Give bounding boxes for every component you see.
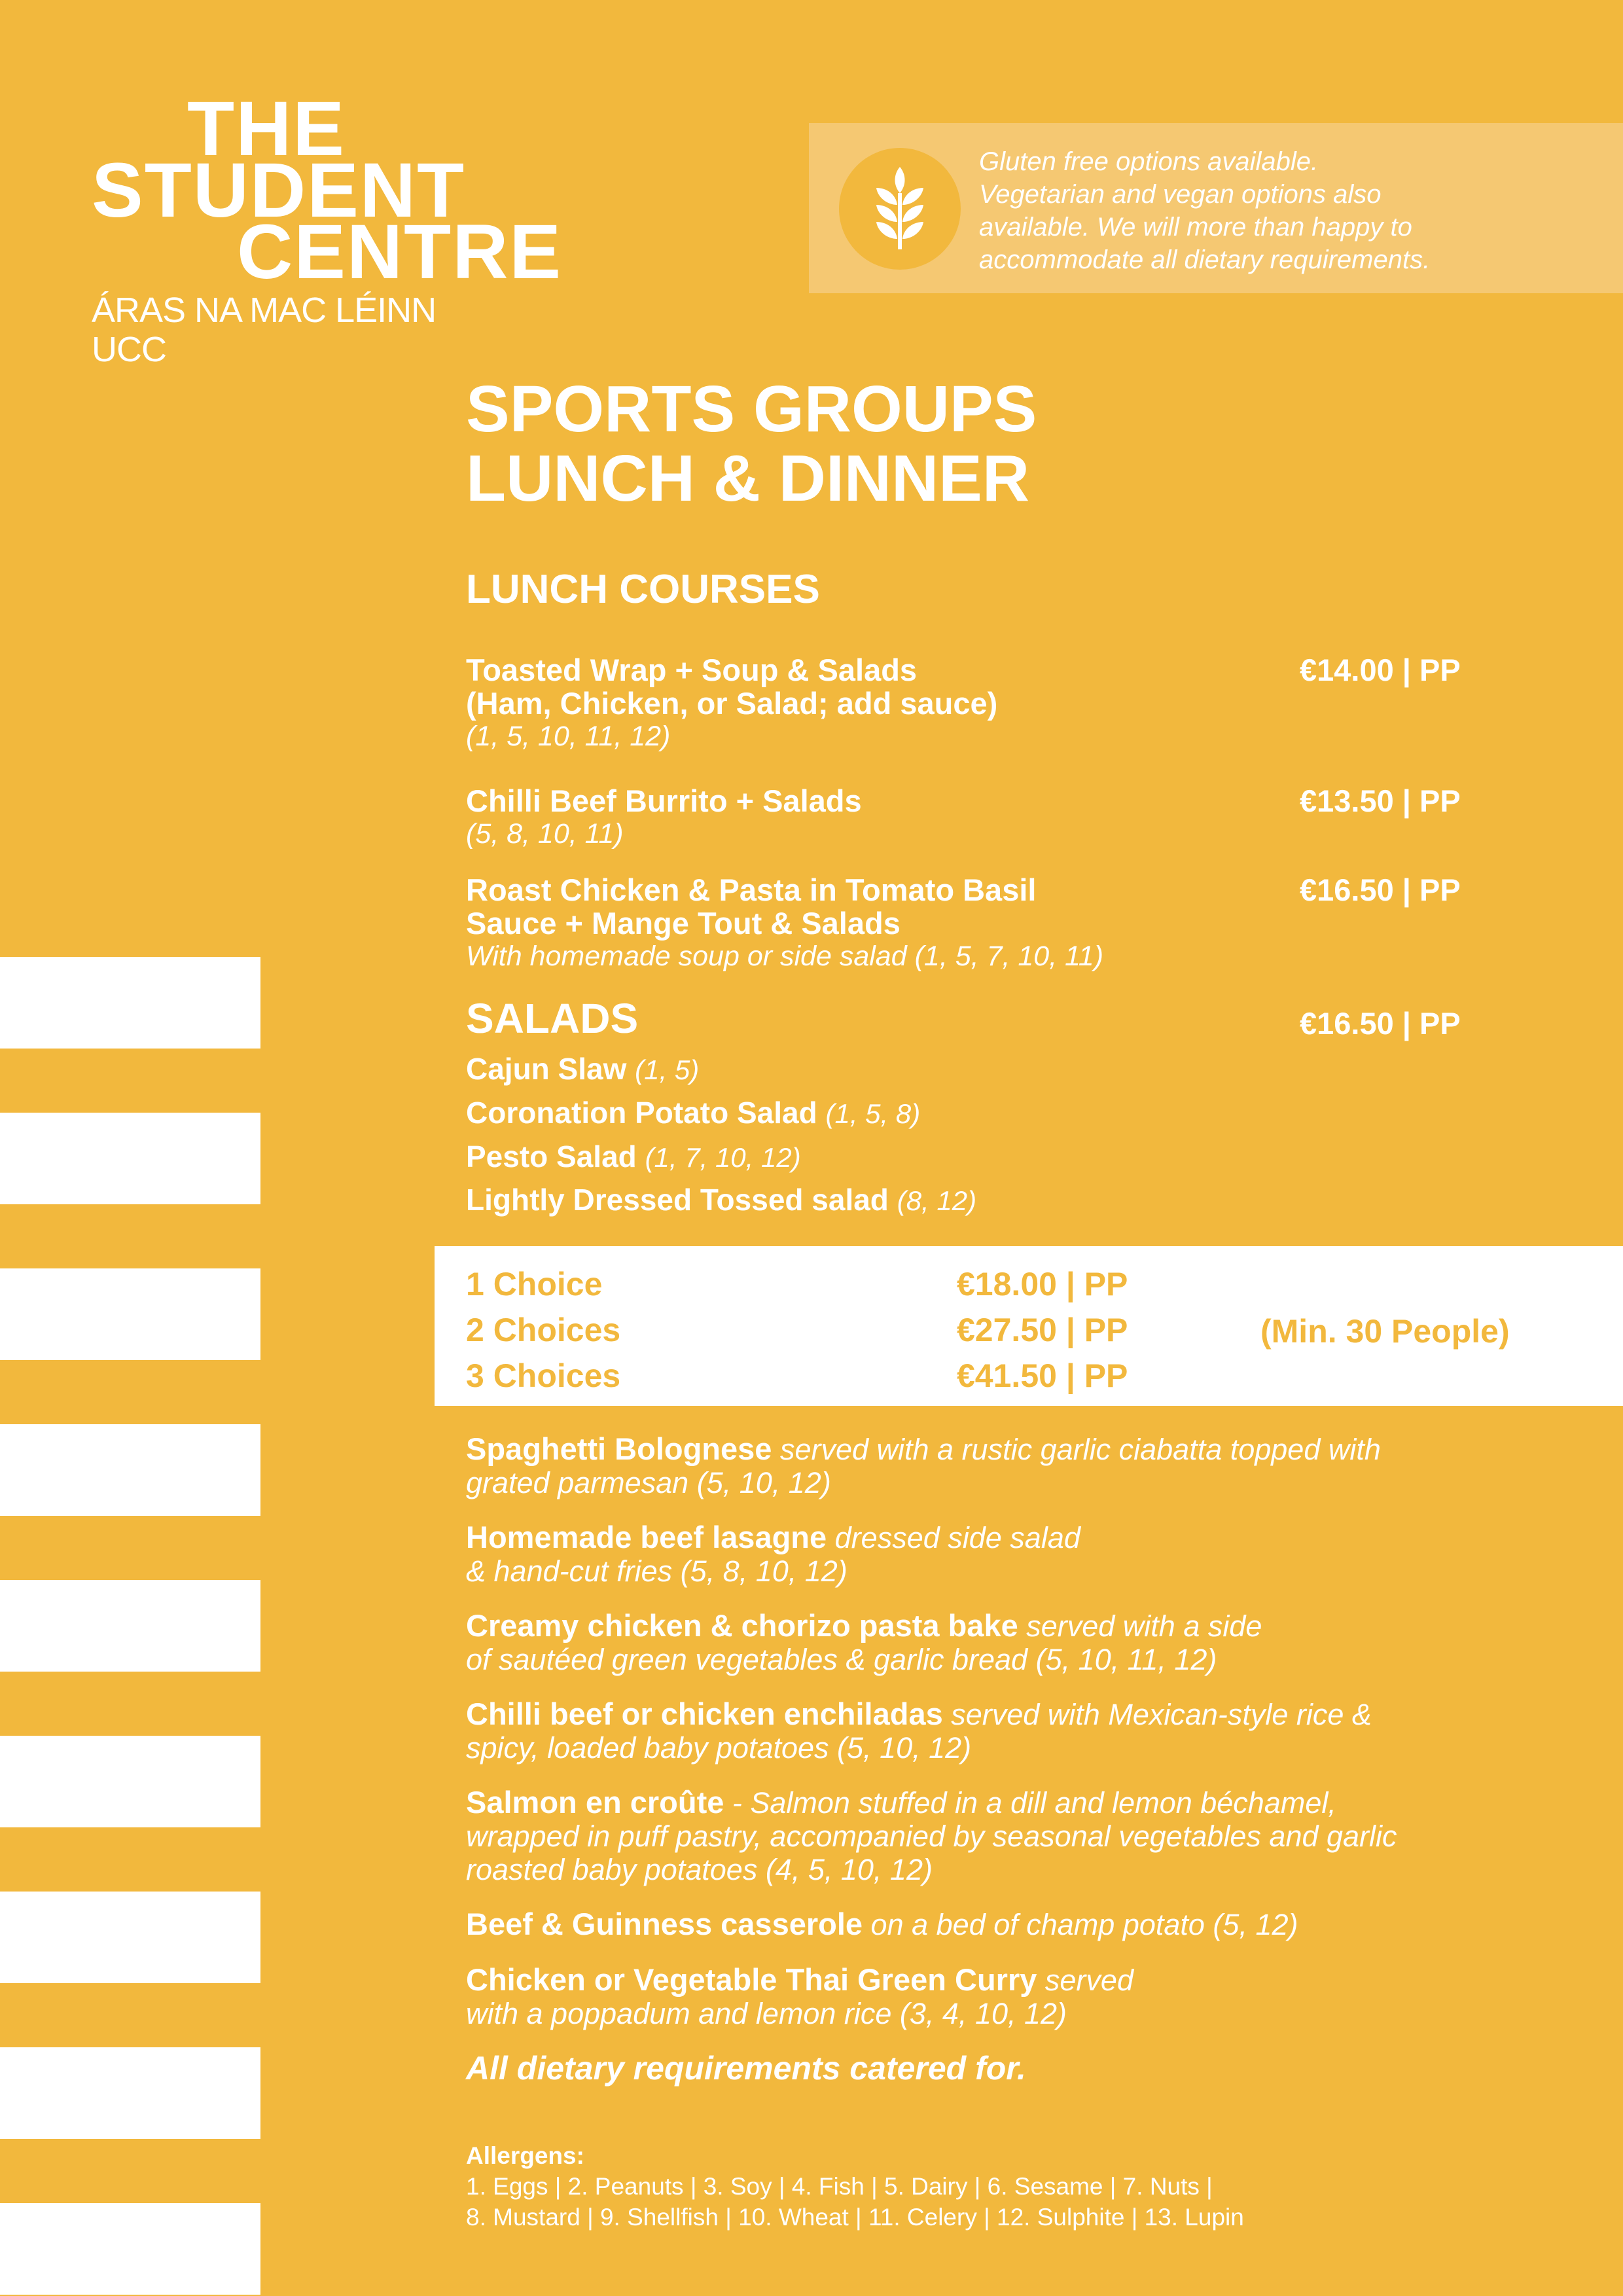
decorative-stripe bbox=[0, 1736, 260, 1827]
dish-description: served bbox=[1037, 1964, 1133, 1997]
salad-name: Cajun Slaw bbox=[466, 1052, 627, 1086]
dish-description: wrapped in puff pastry, accompanied by seasonal vegetables and garlic bbox=[466, 1820, 1397, 1853]
dish-description: of sautéed green vegetables & garlic bread (5, 10, 11, 12) bbox=[466, 1643, 1217, 1676]
logo-line-2: STUDENT bbox=[92, 147, 466, 234]
menu-item-name: Sauce + Mange Tout & Salads bbox=[466, 906, 901, 941]
dish-description: roasted baby potatoes (4, 5, 10, 12) bbox=[466, 1853, 933, 1886]
dish-description: grated parmesan (5, 10, 12) bbox=[466, 1466, 831, 1499]
decorative-stripe bbox=[0, 1580, 260, 1672]
minimum-people-note: (Min. 30 People) bbox=[1260, 1313, 1510, 1350]
decorative-stripe bbox=[0, 2203, 260, 2295]
logo-line-1: THE bbox=[187, 86, 346, 172]
wheat-icon bbox=[839, 148, 961, 270]
allergens-legend bbox=[466, 2140, 1513, 2233]
dish-name: Beef & Guinness casserole bbox=[466, 1907, 863, 1941]
dish-description: served with a side bbox=[1018, 1609, 1262, 1643]
salad-item bbox=[466, 1091, 920, 1136]
salad-name: Coronation Potato Salad bbox=[466, 1096, 817, 1130]
salads-heading: SALADS bbox=[466, 995, 639, 1042]
dish-item bbox=[466, 1963, 1526, 2030]
dish-name: Homemade beef lasagne bbox=[466, 1520, 827, 1554]
decorative-stripe bbox=[0, 2047, 260, 2139]
decorative-stripe bbox=[0, 1892, 260, 1983]
dietary-line-4: accommodate all dietary requirements. bbox=[979, 245, 1431, 274]
dish-name: Salmon en croûte bbox=[466, 1785, 724, 1820]
title-line-2: LUNCH & DINNER bbox=[466, 442, 1030, 515]
salad-name: Lightly Dressed Tossed salad bbox=[466, 1183, 889, 1217]
salad-name: Pesto Salad bbox=[466, 1139, 637, 1174]
dish-item bbox=[466, 1697, 1526, 1765]
dish-name: Chilli beef or chicken enchiladas bbox=[466, 1696, 943, 1731]
decorative-stripe bbox=[0, 1424, 260, 1516]
salad-allergens: (1, 7, 10, 12) bbox=[645, 1142, 801, 1173]
dish-name: Spaghetti Bolognese bbox=[466, 1431, 772, 1466]
lunch-courses-heading: LUNCH COURSES bbox=[466, 567, 820, 612]
decorative-stripe bbox=[0, 957, 260, 1049]
dish-item bbox=[466, 1432, 1526, 1499]
choice-label: 2 Choices bbox=[466, 1312, 621, 1348]
dish-description: spicy, loaded baby potatoes (5, 10, 12) bbox=[466, 1731, 972, 1765]
salad-allergens: (1, 5) bbox=[635, 1054, 700, 1085]
dish-description: on a bed of champ potato (5, 12) bbox=[863, 1908, 1298, 1941]
salad-allergens: (1, 5, 8) bbox=[825, 1098, 921, 1129]
menu-item-name: (Ham, Chicken, or Salad; add sauce) bbox=[466, 686, 998, 721]
choice-price: €18.00 | PP bbox=[957, 1266, 1128, 1302]
page-title bbox=[466, 374, 1037, 513]
choice-price: €27.50 | PP bbox=[957, 1312, 1128, 1348]
menu-item-price: €14.00 | PP bbox=[1300, 653, 1461, 687]
dish-description: & hand-cut fries (5, 8, 10, 12) bbox=[466, 1554, 847, 1588]
menu-item-note: With homemade soup or side salad (1, 5, 7, 10, 11) bbox=[466, 941, 1104, 972]
salad-allergens: (8, 12) bbox=[897, 1185, 977, 1216]
menu-item-allergens: (1, 5, 10, 11, 12) bbox=[466, 721, 671, 752]
menu-item-name: Roast Chicken & Pasta in Tomato Basil bbox=[466, 872, 1037, 907]
dietary-info-text bbox=[979, 145, 1607, 276]
dish-description: served with a rustic garlic ciabatta topped with bbox=[772, 1433, 1381, 1466]
choice-label: 3 Choices bbox=[466, 1357, 621, 1394]
dietary-line-3: available. We will more than happy to bbox=[979, 213, 1412, 242]
allergens-line-2: 8. Mustard | 9. Shellfish | 10. Wheat | 11. Celery | 12. Sulphite | 13. Lupin bbox=[466, 2204, 1244, 2231]
salad-item bbox=[466, 1178, 976, 1223]
choice-price: €41.50 | PP bbox=[957, 1357, 1128, 1394]
allergens-heading: Allergens: bbox=[466, 2142, 584, 2169]
dietary-catered-note: All dietary requirements catered for. bbox=[466, 2050, 1026, 2087]
dish-item bbox=[466, 1785, 1526, 1886]
title-line-1: SPORTS GROUPS bbox=[466, 372, 1037, 446]
decorative-stripe bbox=[0, 1268, 260, 1360]
dish-item bbox=[466, 1609, 1526, 1676]
choice-label: 1 Choice bbox=[466, 1266, 603, 1302]
logo bbox=[92, 86, 563, 369]
menu-item-price: €16.50 | PP bbox=[1300, 872, 1461, 907]
menu-item-name: Chilli Beef Burrito + Salads bbox=[466, 783, 862, 818]
menu-item-name: Toasted Wrap + Soup & Salads bbox=[466, 653, 918, 687]
allergens-line-1: 1. Eggs | 2. Peanuts | 3. Soy | 4. Fish | 5. Dairy | 6. Sesame | 7. Nuts | bbox=[466, 2173, 1213, 2200]
logo-subtitle: ÁRAS NA MAC LÉINN UCC bbox=[92, 291, 437, 369]
salads-price: €16.50 | PP bbox=[1300, 1006, 1461, 1041]
dish-name: Creamy chicken & chorizo pasta bake bbox=[466, 1608, 1018, 1643]
dish-description: served with Mexican-style rice & bbox=[942, 1698, 1372, 1731]
dish-item bbox=[466, 1907, 1526, 1941]
dish-description: with a poppadum and lemon rice (3, 4, 10, 12) bbox=[466, 1997, 1067, 2030]
menu-item-allergens: (5, 8, 10, 11) bbox=[466, 818, 624, 850]
dish-item bbox=[466, 1520, 1526, 1588]
dish-description: dressed side salad bbox=[827, 1521, 1080, 1554]
menu-item-price: €13.50 | PP bbox=[1300, 783, 1461, 818]
dietary-line-2: Vegetarian and vegan options also bbox=[979, 180, 1382, 209]
salad-item bbox=[466, 1047, 699, 1092]
dietary-line-1: Gluten free options available. bbox=[979, 147, 1319, 176]
logo-line-3: CENTRE bbox=[237, 209, 563, 295]
decorative-stripe bbox=[0, 1113, 260, 1204]
dish-name: Chicken or Vegetable Thai Green Curry bbox=[466, 1962, 1037, 1997]
dish-description: - Salmon stuffed in a dill and lemon béchamel, bbox=[724, 1786, 1336, 1820]
salad-item bbox=[466, 1135, 801, 1179]
